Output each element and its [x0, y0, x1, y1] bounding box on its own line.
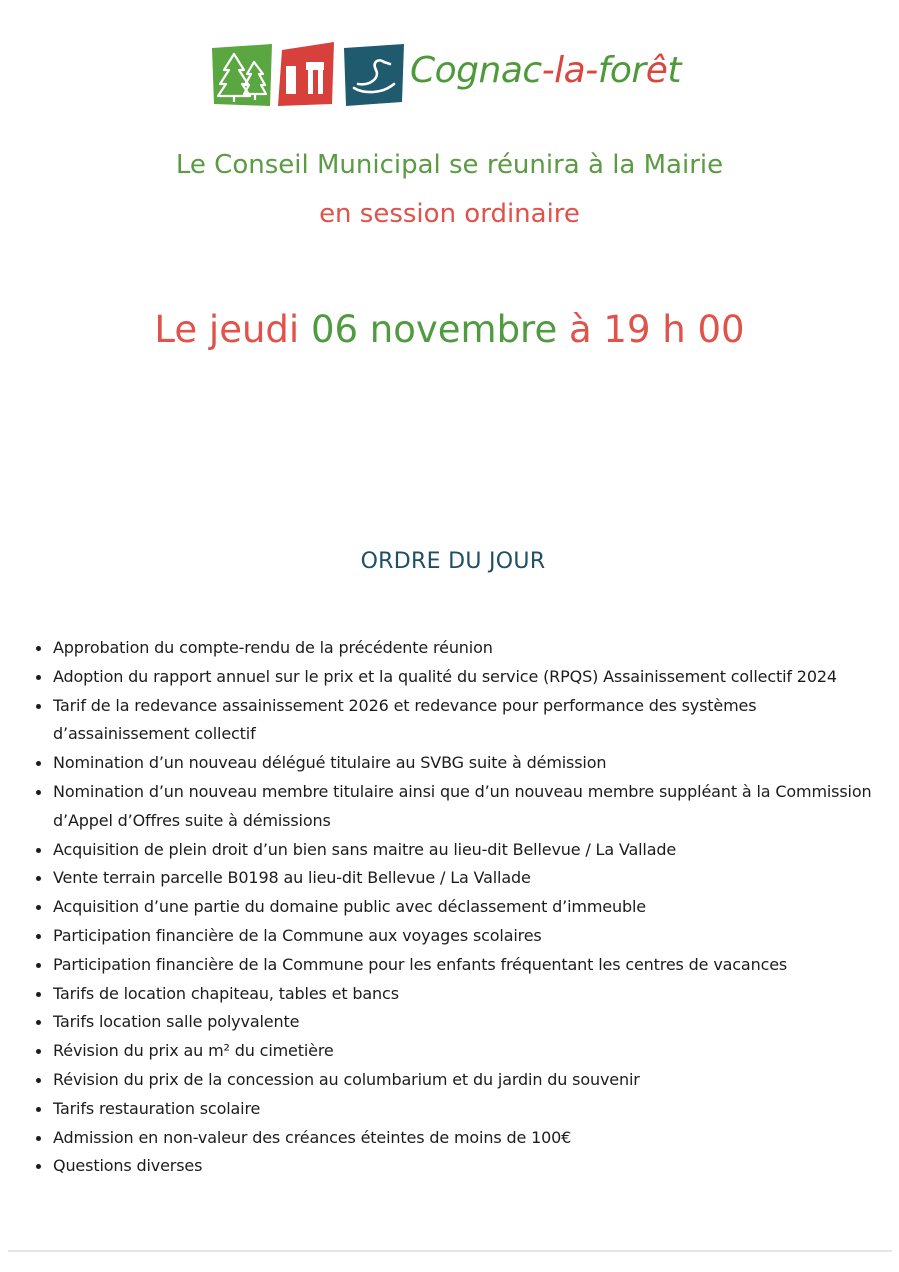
meeting-date-part: 06 novembre: [310, 308, 569, 351]
meeting-date: [0, 308, 899, 351]
house-icon: [276, 40, 338, 108]
agenda-item: Tarifs restauration scolaire: [36, 1095, 892, 1124]
agenda-item: Révision du prix de la concession au columbarium et du jardin du souvenir: [36, 1066, 892, 1095]
agenda-item: Tarif de la redevance assainissement 2026 et redevance pour performance des systèmes d’assainissement collectif: [36, 692, 892, 750]
logo: [210, 40, 680, 112]
agenda-item: Adoption du rapport annuel sur le prix et la qualité du service (RPQS) Assainissement collectif 2024: [36, 663, 892, 692]
logo-word-part: t: [667, 50, 682, 91]
header-line-1-text: Le Conseil Municipal se réunira à la Mairie: [175, 150, 724, 180]
header-line-1: [0, 140, 899, 190]
agenda-item: Révision du prix au m² du cimetière: [36, 1037, 892, 1066]
agenda-item: Nomination d’un nouveau délégué titulaire au SVBG suite à démission: [36, 749, 892, 778]
agenda-item: Acquisition de plein droit d’un bien sans maitre au lieu-dit Bellevue / La Vallade: [36, 836, 892, 865]
trees-icon: [210, 40, 274, 108]
agenda-item: Questions diverses: [36, 1152, 892, 1181]
meeting-date-part: Le jeudi: [154, 308, 311, 351]
agenda-item: Participation financière de la Commune aux voyages scolaires: [36, 922, 892, 951]
agenda-item: Tarifs location salle polyvalente: [36, 1008, 892, 1037]
agenda-item: Participation financière de la Commune pour les enfants fréquentant les centres de vacances: [36, 951, 892, 980]
agenda-item: Tarifs de location chapiteau, tables et bancs: [36, 980, 892, 1009]
swan-icon: [340, 40, 408, 108]
agenda-item: Acquisition d’une partie du domaine public avec déclassement d’immeuble: [36, 893, 892, 922]
logo-wordmark: [410, 50, 681, 91]
page-edge-divider: [8, 1250, 892, 1252]
logo-word-part: -la-: [541, 50, 598, 91]
logo-word-part: ê: [645, 50, 668, 91]
header-line-2: en session ordinaire: [319, 199, 580, 229]
logo-word-part: for: [597, 50, 646, 91]
agenda-title: ORDRE DU JOUR: [360, 549, 546, 574]
agenda-item: Approbation du compte-rendu de la précédente réunion: [36, 634, 892, 663]
agenda-item: Nomination d’un nouveau membre titulaire ainsi que d’un nouveau membre suppléant à la Commission d’Appel d’Offres suite à démissions: [36, 778, 892, 836]
agenda-list: [36, 634, 892, 1181]
meeting-date-part: à 19 h 00: [568, 308, 745, 351]
agenda-item: Vente terrain parcelle B0198 au lieu-dit Bellevue / La Vallade: [36, 864, 892, 893]
logo-word-part: Cognac: [410, 50, 542, 91]
agenda-item: Admission en non-valeur des créances éteintes de moins de 100€: [36, 1124, 892, 1153]
